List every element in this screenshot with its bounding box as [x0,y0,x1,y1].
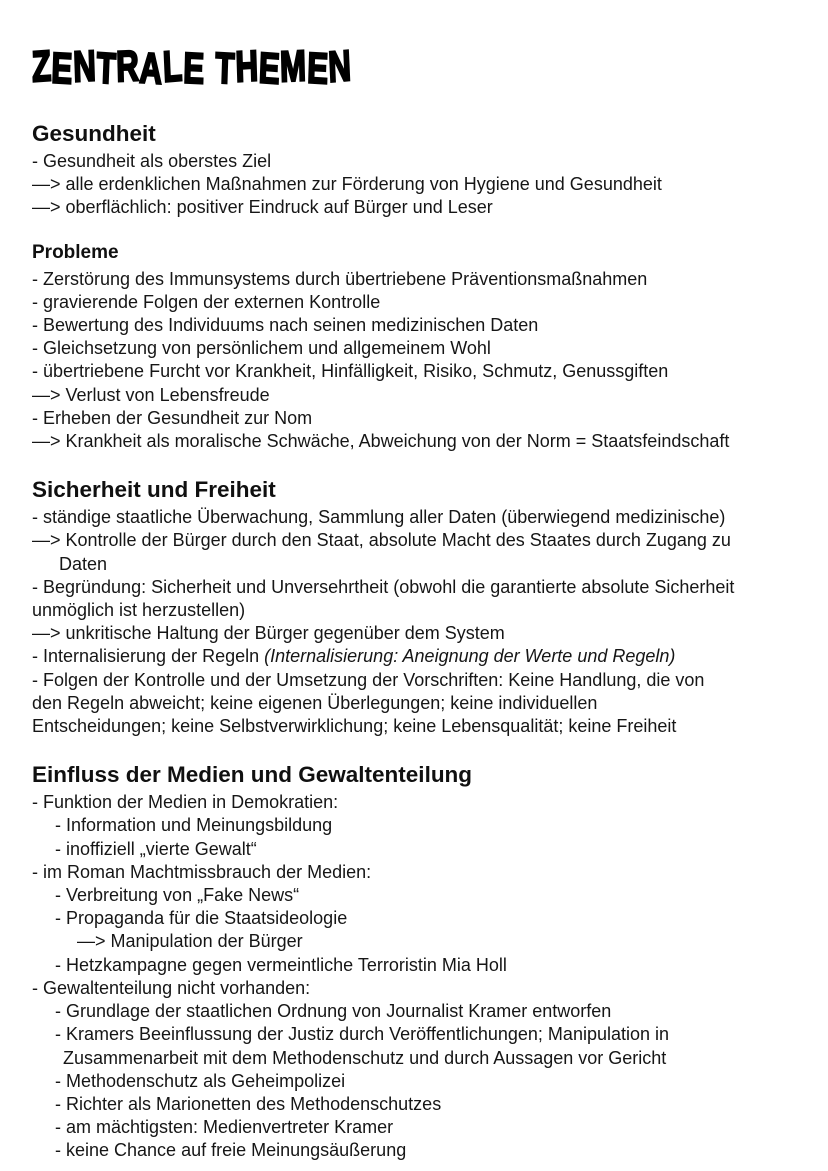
note-line: - Gesundheit als oberstes Ziel [32,151,272,171]
note-line: - Begründung: Sicherheit und Unversehrtheit (obwohl die garantierte absolute Sicherheit [32,576,735,597]
section-heading-sicherheit-und-freiheit: Sicherheit und Freiheit [32,477,276,503]
note-line: Daten [59,553,108,574]
note-line: - gravierende Folgen der externen Kontrolle [32,291,381,312]
note-line: - Funktion der Medien in Demokratien: [32,792,339,813]
note-line: - Folgen der Kontrolle und der Umsetzung der Vorschriften: Keine Handlung, die von [32,669,705,690]
title-letter: T [95,44,118,94]
note-line: - Methodenschutz als Geheimpolizei [55,1070,346,1091]
note-line: - am mächtigsten: Medienvertreter Kramer [55,1117,394,1138]
note-line: —> unkritische Haltung der Bürger gegenüber dem System [32,623,505,644]
note-line: - Propaganda für die Staatsideologie [55,908,348,929]
title-letter: N [327,42,353,92]
title-letter: E [306,44,330,94]
note-line: - Grundlage der staatlichen Ordnung von Journalist Kramer entworfen [55,1001,612,1022]
title-letter: N [72,42,98,92]
note-line: - Zerstörung des Immunsystems durch übertriebene Präventionsmaßnahmen [32,268,648,289]
note-line: —> oberflächlich: positiver Eindruck auf Bürger und Leser [32,197,493,218]
note-line: - inoffiziell „vierte Gewalt“ [55,838,257,859]
note-line: —> Kontrolle der Bürger durch den Staat, absolute Macht des Staates durch Zugang zu [32,530,731,551]
note-line: - ständige staatliche Überwachung, Sammlung aller Daten (überwiegend medizinische) [32,507,726,528]
title-letter: T [214,44,237,94]
title-letter: A [139,44,164,94]
title-letter: L [162,42,185,92]
title-letter: E [51,44,75,94]
note-body [32,120,798,1163]
section-heading-medien-und-gewaltenteilung: Einfluss der Medien und Gewaltenteilung [32,762,473,788]
note-line: —> Krankheit als moralische Schwäche, Abweichung von der Norm = Staatsfeindschaft [32,431,730,452]
title-letter: E [182,44,206,94]
note-line: - Richter als Marionetten des Methodenschutzes [55,1093,442,1114]
note-line: - Kramers Beeinflussung der Justiz durch Veröffentlichungen; Manipulation in [55,1024,670,1045]
note-line: - übertriebene Furcht vor Krankheit, Hinfälligkeit, Risiko, Schmutz, Genussgiften [32,361,669,382]
title-letter: M [279,42,308,92]
note-line: - Gleichsetzung von persönlichem und allgemeinem Wohl [32,338,491,359]
note-line: - Verbreitung von „Fake News“ [55,885,300,906]
note-line: - Hetzkampagne gegen vermeintliche Terroristin Mia Holl [55,954,507,975]
note-line: —> Manipulation der Bürger [77,931,303,952]
note-line: - im Roman Machtmissbrauch der Medien: [32,861,372,882]
note-line: - Gewaltenteilung nicht vorhanden: [32,977,311,998]
note-line: —> alle erdenklichen Maßnahmen zur Förderung von Hygiene und Gesundheit [32,174,662,195]
note-line: unmöglich ist herzustellen) [32,600,246,621]
note-line: - Information und Meinungsbildung [55,815,333,836]
note-line: - keine Chance auf freie Meinungsäußerung [55,1140,407,1161]
note-line: Zusammenarbeit mit dem Methodenschutz und durch Aussagen vor Gericht [63,1047,667,1068]
note-line: - Erheben der Gesundheit zur Nom [32,407,313,428]
note-line: - Internalisierung der Regeln (Internalisierung: Aneignung der Werte und Regeln) [32,646,676,667]
note-line: den Regeln abweicht; keine eigenen Überlegungen; keine individuellen [32,692,598,713]
section-heading-gesundheit: Gesundheit [32,121,156,146]
section-heading-probleme: Probleme [32,241,119,263]
title-letter: R [115,42,141,92]
title-letter: H [234,42,260,92]
title-letter: Z [31,42,53,92]
note-line: - Bewertung des Individuums nach seinen medizinischen Daten [32,315,539,336]
note-line: —> Verlust von Lebensfreude [32,384,270,405]
note-line: Entscheidungen; keine Selbstverwirklichung; keine Lebensqualität; keine Freiheit [32,716,677,737]
title-letter: E [257,44,282,94]
note-line-italic: (Internalisierung: Aneignung der Werte und Regeln) [264,646,676,667]
page-title [32,42,629,98]
